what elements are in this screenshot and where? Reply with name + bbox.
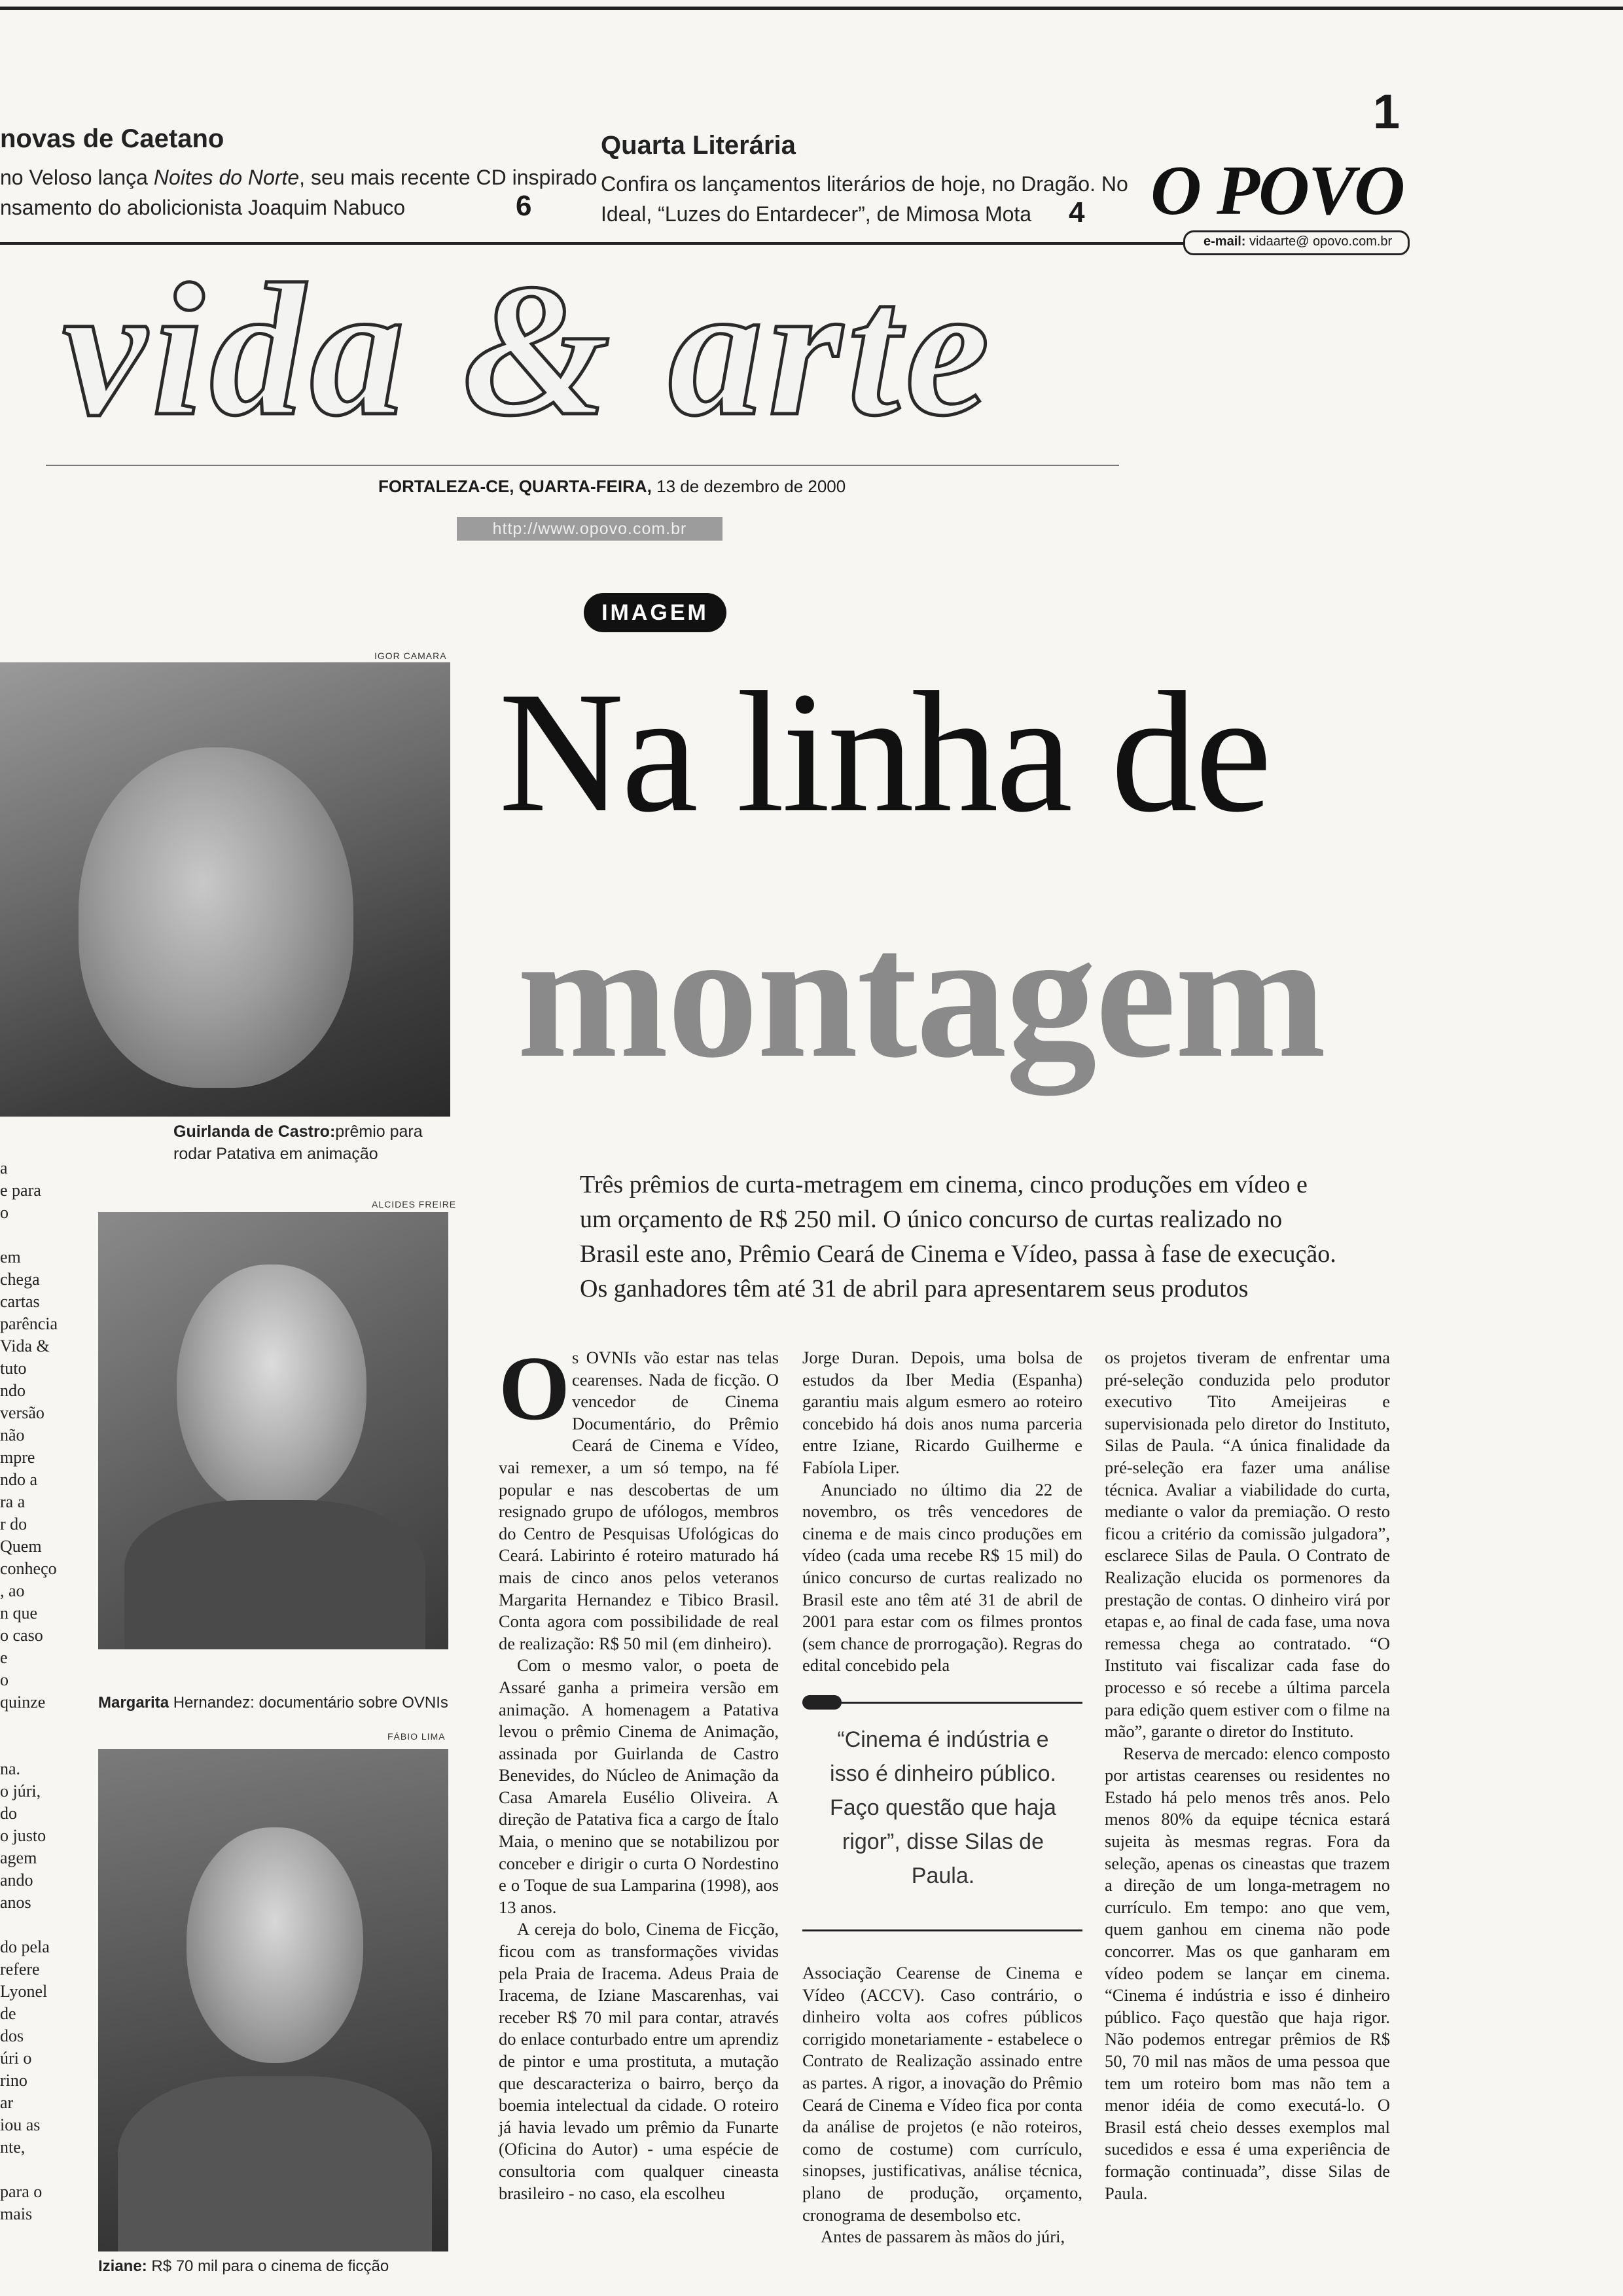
photo-caption: Margarita Hernandez: documentário sobre OVNIs (98, 1694, 448, 1712)
fragment-line: na. (0, 1759, 21, 1778)
headline-line-1: Na linha de (499, 656, 1270, 848)
teaser-line: nsamento do abolicionista Joaquim Nabuco (0, 196, 406, 219)
teaser-line: Confira os lançamentos literários de hoje, no Dragão. No (601, 172, 1128, 196)
fragment-line: agem (0, 1848, 37, 1867)
fragment-line (0, 1736, 58, 1758)
fragment-line: dos (0, 2026, 24, 2045)
fragment-line: o justo (0, 1826, 46, 1845)
fragment-line (0, 1713, 58, 1736)
teaser-quarta-literaria[interactable] (601, 131, 1128, 242)
fragment-line: o caso (0, 1626, 43, 1645)
section-title: vida & arte (62, 245, 995, 455)
fragment-line: ar (0, 2093, 14, 2112)
drop-cap: O (499, 1338, 570, 1439)
paragraph: Jorge Duran. Depois, uma bolsa de estudos da Iber Media (Espanha) garantiu mais algum esmero ao roteiro concebido há dois anos numa parceria entre Iziane, Ricardo Guilherme e Fabíola Liper. (802, 1348, 1082, 1477)
fragment-line: o júri, (0, 1782, 41, 1801)
fragment-line: iou as (0, 2115, 41, 2134)
teaser-page-ref: 6 (516, 190, 532, 222)
fragment-line: do pela (0, 1937, 50, 1956)
pullquote-ornament (802, 1695, 842, 1710)
lead-line: um orçamento de R$ 250 mil. O único concurso de curtas realizado no (580, 1206, 1283, 1233)
fragment-line: refere (0, 1960, 40, 1979)
teaser-caetano[interactable] (0, 124, 597, 236)
adjacent-column-fragments (0, 1157, 58, 2225)
fragment-line: o (0, 1203, 9, 1222)
page-number: 1 (1373, 84, 1400, 139)
fragment-line: rino (0, 2071, 27, 2090)
fragment-line: conheço (0, 1559, 57, 1578)
paragraph: Com o mesmo valor, o poeta de Assaré ganha a primeira versão em animação. A homenagem a Patativa levou o prêmio Cinema de Animação, assinada por Guirlanda de Castro Benevides, do Núcleo de Animação da Casa Amarela Eusélio Oliveira. A direção de Patativa fica a cargo de Ítalo Maia, o menino que se notabilizou por conceber e dirigir o curta O Nordestino e o Toque de sua Lamparina (1998), aos 13 anos. (499, 1655, 779, 1917)
fragment-line: nte, (0, 2138, 26, 2157)
photo-margarita (98, 1212, 448, 1649)
pullquote: “Cinema é indústria e isso é dinheiro público. Faço questão que haja rigor”, disse Silas de Paula. (830, 1727, 1056, 1888)
fragment-line: ndo a (0, 1470, 38, 1489)
photo-caption: Guirlanda de Castro:prêmio para rodar Patativa em animação (173, 1122, 423, 1163)
section-kicker: IMAGEM (584, 593, 726, 632)
fragment-line: anos (0, 1893, 31, 1912)
photo-credit: FÁBIO LIMA (387, 1731, 446, 1742)
photo-caption: Iziane: R$ 70 mil para o cinema de ficção (98, 2257, 389, 2275)
portrait-body-shape (118, 2076, 432, 2251)
fragment-line: Lyonel (0, 1982, 48, 2001)
newspaper-logo: O POVO (1150, 152, 1404, 230)
drop-cap-spacer (499, 1347, 572, 1436)
fragment-line (0, 1224, 58, 1246)
fragment-line: cartas (0, 1292, 40, 1311)
fragment-line: para o (0, 2182, 43, 2201)
lead-line: Os ganhadores têm até 31 de abril para apresentarem seus produtos (580, 1275, 1249, 1302)
article-column-2-bottom (802, 1962, 1082, 2248)
fragment-line: do (0, 1804, 17, 1823)
fragment-line: r do (0, 1515, 27, 1534)
pullquote-rule-top (802, 1702, 1082, 1704)
headline-line-2: montagem (517, 894, 1325, 1096)
teaser-title: novas de Caetano (0, 124, 224, 153)
fragment-line: mais (0, 2204, 33, 2223)
paragraph: s OVNIs vão estar nas telas cearenses. Nada de ficção. O vencedor de Cinema Documentário, do Prêmio Ceará de Cinema e Vídeo, vai remexer, a um só tempo, na fé popular e nas descobertas de um resignado grupo de ufólogos, membros do Centro de Pesquisas Ufológicas do Ceará. Labirinto é roteiro maturado há mais de cinco anos pelos veteranos Margarita Hernandez e Tibico Brasil. Conta agora com possibilidade de real de realização: R$ 50 mil (em dinheiro). (499, 1348, 779, 1653)
portrait-body-shape (124, 1500, 425, 1649)
fragment-line: Quem (0, 1537, 42, 1556)
fragment-line: tuto (0, 1359, 27, 1378)
paragraph: Anunciado no último dia 22 de novembro, os três vencedores de cinema e de mais cinco produções em vídeo (cada uma recebe R$ 15 mil) do único concurso de curtas realizado no Brasil este ano têm até 31 de abril de 2001 para estar com os filmes prontos (sem chance de prorrogação). Regras do edital concebido pela (802, 1479, 1082, 1676)
pullquote-rule-bottom (802, 1929, 1082, 1931)
fragment-line: , ao (0, 1581, 25, 1600)
teaser-title: Quarta Literária (601, 131, 796, 160)
paragraph: Antes de passarem às mãos do júri, (821, 2227, 1065, 2247)
dateline: FORTALEZA-CE, QUARTA-FEIRA, 13 de dezembro de 2000 (378, 476, 846, 496)
fragment-line: não (0, 1426, 25, 1444)
top-border (0, 7, 1623, 10)
article-lead (580, 1168, 1424, 1306)
fragment-line: a (0, 1158, 8, 1177)
teaser-page-ref: 4 (1069, 196, 1085, 228)
fragment-line: versão (0, 1403, 45, 1422)
fragment-line: e (0, 1648, 8, 1667)
article-column-1 (499, 1347, 779, 2204)
fragment-line: de (0, 2004, 16, 2023)
fragment-line: ra a (0, 1492, 26, 1511)
fragment-line: mpre (0, 1448, 35, 1467)
portrait-face-shape (79, 747, 353, 1088)
fragment-line (0, 2159, 58, 2181)
fragment-line: e para (0, 1181, 41, 1200)
paragraph: A cereja do bolo, Cinema de Ficção, ficou com as transformações vividas pela Praia de Iracema. Adeus Praia de Iracema, de Iziane Mascarenhas, vai receber R$ 70 mil para contar, através do enlace conturbado entre um aprendiz de pintor e uma prostituta, a mutação que descaracteriza o bairro, berço da boemia intelectual da cidade. O roteiro já havia levado um prêmio da Funarte (Oficina do Autor) - uma espécie de consultoria com qualquer cineasta brasileiro - no caso, ela escolheu (499, 1919, 779, 2203)
paragraph: Associação Cearense de Cinema e Vídeo (ACCV). Caso contrário, o dinheiro volta aos cofres públicos corrigido monetariamente - estabelece o Contrato de Realização assinado entre as partes. A rigor, a inovação do Prêmio Ceará de Cinema e Vídeo fica por conta da análise de projetos (e não roteiros, como de costume) com currículo, sinopses, justificativas, análise técnica, plano de produção, orçamento, cronograma de desembolso etc. (802, 1963, 1082, 2225)
fragment-line: parência (0, 1314, 58, 1333)
site-url-link[interactable]: http://www.opovo.com.br (457, 517, 722, 541)
photo-credit: ALCIDES FREIRE (372, 1199, 457, 1210)
article-column-3 (1105, 1347, 1390, 2204)
fragment-line: Vida & (0, 1336, 50, 1355)
fragment-line: ando (0, 1871, 33, 1890)
fragment-line: ndo (0, 1381, 26, 1400)
email-text: e-mail: vidaarte@ opovo.com.br (1204, 234, 1393, 249)
lead-line: Três prêmios de curta-metragem em cinema, cinco produções em vídeo e (580, 1171, 1308, 1198)
fragment-line: úri o (0, 2049, 32, 2068)
lead-line: Brasil este ano, Prêmio Ceará de Cinema e Vídeo, passa à fase de execução. (580, 1240, 1336, 1268)
portrait-face-shape (187, 1827, 363, 2063)
article-column-2-top (802, 1347, 1082, 1677)
fragment-line: quinze (0, 1693, 46, 1712)
photo-guirlanda (0, 662, 450, 1117)
fragment-line (0, 1914, 58, 1936)
photo-credit: IGOR CAMARA (374, 651, 447, 661)
teaser-line: Ideal, “Luzes do Entardecer”, de Mimosa Mota (601, 202, 1032, 226)
fragment-line: em (0, 1247, 21, 1266)
paragraph: os projetos tiveram de enfrentar uma pré-seleção conduzida pelo produtor executivo Tito Ameijeiras e supervisionada pelo diretor do Instituto, Silas de Paula. “A única finalidade da pré-seleção era fazer uma análise técnica. Avaliar a viabilidade do curta, mediante o valor da premiação. O resto ficou a critério da comissão julgadora”, esclarece Silas de Paula. O Contrato de Realização elucida os pormenores da prestação de contas. O dinheiro virá por etapas e, ao final de cada fase, uma nova remessa chega ao contratado. “O Instituto vai fiscalizar cada fase do processo e só recebe a última parcela para edição quem estiver com o filme na mão”, garante o diretor do Instituto. (1105, 1348, 1390, 1742)
email-box (1183, 230, 1410, 255)
title-rule (46, 465, 1119, 466)
fragment-line: chega (0, 1270, 40, 1289)
fragment-line: n que (0, 1604, 38, 1623)
teaser-line: no Veloso lança Noites do Norte, seu mais recente CD inspirado (0, 166, 597, 189)
portrait-face-shape (177, 1265, 366, 1513)
paragraph: Reserva de mercado: elenco composto por artistas cearenses ou residentes no Estado há pelo menos três anos. Pelo menos 80% da equipe técnica estará sujeita às mesmas regras. Fora da seleção, apenas os cineastas que trazem a direção de um longa-metragem no currículo. Em tempo: ano que vem, quem ganhou em cinema não pode concorrer. Mas os que ganharam em vídeo podem se lançar em cinema. “Cinema é indústria e isso é dinheiro público. Faço questão que haja rigor. Não podemos entregar prêmios de R$ 50, 70 mil nas mãos de uma pessoa que tem um roteiro bom mas não tem a menor idéia de como executá-lo. O Brasil está cheio desses exemplos mal sucedidos e essa é uma experiência de formação continuada”, disse Silas de Paula. (1105, 1743, 1390, 2203)
photo-iziane (98, 1749, 448, 2251)
fragment-line: o (0, 1670, 9, 1689)
